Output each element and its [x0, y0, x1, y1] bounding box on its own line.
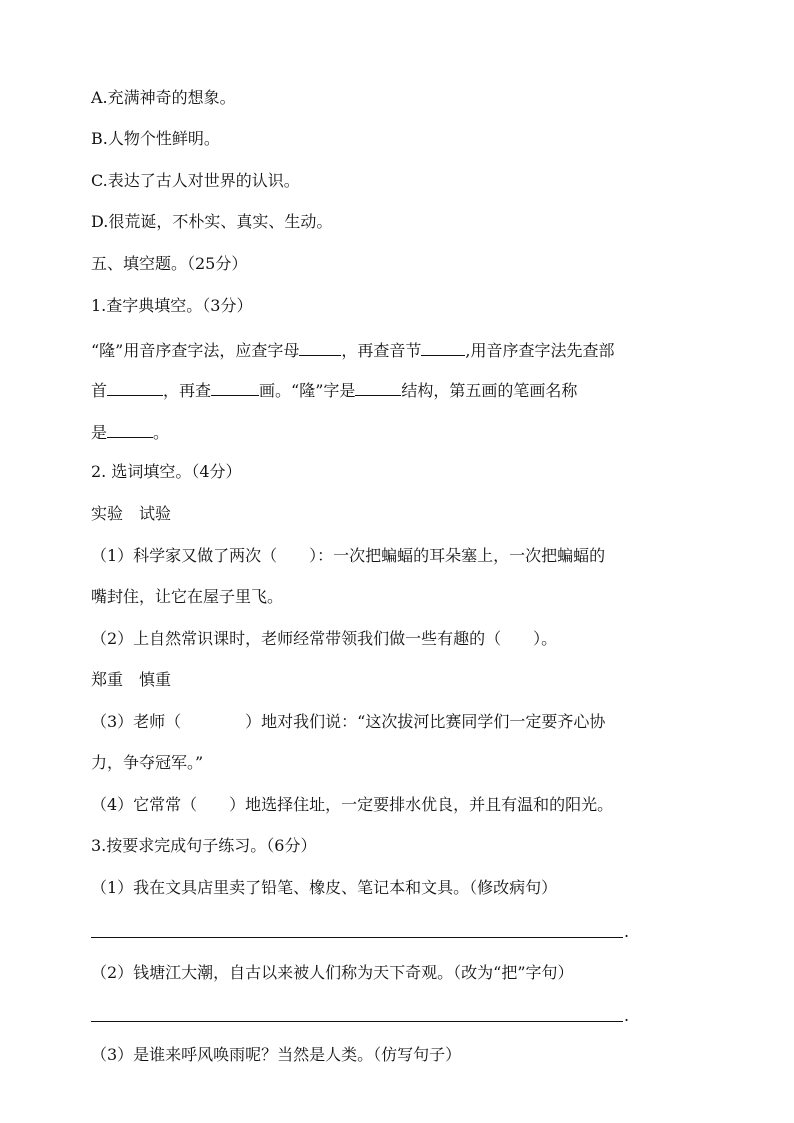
- section-5-title: 五、填空题。（25分）: [91, 254, 248, 273]
- q1-text-2: ，再查音节: [341, 341, 422, 360]
- question-1-title: 1.查字典填空。（3分）: [91, 296, 253, 315]
- q1-text-6: 画。“隆”字是: [259, 381, 356, 400]
- blank-fifth-stroke[interactable]: [107, 421, 153, 438]
- answer-line-1[interactable]: [91, 937, 623, 938]
- q3-sentence-2: （2）钱塘江大潮，自古以来被人们称为天下奇观。（改为“把”字句）: [91, 963, 574, 982]
- q1-text-5: ，再查: [163, 381, 212, 400]
- q2-sentence-1a: （1）科学家又做了两次（ ）：一次把蝙蝠的耳朵塞上，一次把蝙蝠的: [91, 546, 606, 565]
- answer-line-2[interactable]: [91, 1021, 623, 1022]
- question-1-line-3: [91, 421, 703, 444]
- q2-sentence-4: （4）它常常（ ）地选择住址，一定要排水优良，并且有温和的阳光。: [91, 795, 614, 814]
- q1-text-7: 结构，第五画的笔画名称: [401, 381, 578, 400]
- blank-initial-letter[interactable]: [299, 339, 341, 356]
- word-pair-2: 郑重 慎重: [91, 670, 172, 689]
- question-1-line-1: [91, 339, 703, 362]
- blank-syllable[interactable]: [421, 339, 465, 356]
- q1-text-9: 。: [153, 423, 170, 442]
- q3-sentence-3: （3）是谁来呼风唤雨呢？当然是人类。（仿写句子）: [91, 1045, 462, 1064]
- q2-sentence-1b: 嘴封住，让它在屋子里飞。: [91, 587, 284, 606]
- question-2-title: 2. 选词填空。（4分）: [91, 462, 242, 481]
- blank-structure[interactable]: [355, 379, 401, 396]
- q2-sentence-2: （2）上自然常识课时，老师经常带领我们做一些有趣的（ ）。: [91, 629, 558, 648]
- option-d: D.很荒诞，不朴实、真实、生动。: [91, 212, 333, 231]
- question-3-title: 3.按要求完成句子练习。（6分）: [91, 836, 317, 855]
- option-b: B.人物个性鲜明。: [91, 129, 220, 148]
- option-c: C.表达了古人对世界的认识。: [91, 171, 300, 190]
- q1-text-1: “隆”用音序查字法，应查字母: [91, 341, 300, 360]
- answer-line-2-mark: .: [624, 1006, 630, 1025]
- q2-sentence-3b: 力，争夺冠军。”: [91, 753, 204, 772]
- option-a: A.充满神奇的想象。: [91, 88, 236, 107]
- answer-line-1-mark: .: [624, 922, 630, 941]
- q3-sentence-1: （1）我在文具店里卖了铅笔、橡皮、笔记本和文具。（修改病句）: [91, 878, 558, 897]
- blank-radical[interactable]: [107, 379, 163, 396]
- q1-text-3: ,用音序查字法先查部: [465, 341, 615, 360]
- word-pair-1: 实验 试验: [91, 504, 172, 523]
- q1-text-4: 首: [91, 381, 108, 400]
- question-1-line-2: [91, 379, 703, 402]
- blank-stroke-count[interactable]: [211, 379, 259, 396]
- q2-sentence-3a: （3）老师（ ）地对我们说：“这次拔河比赛同学们一定要齐心协: [91, 712, 606, 731]
- q1-text-8: 是: [91, 423, 108, 442]
